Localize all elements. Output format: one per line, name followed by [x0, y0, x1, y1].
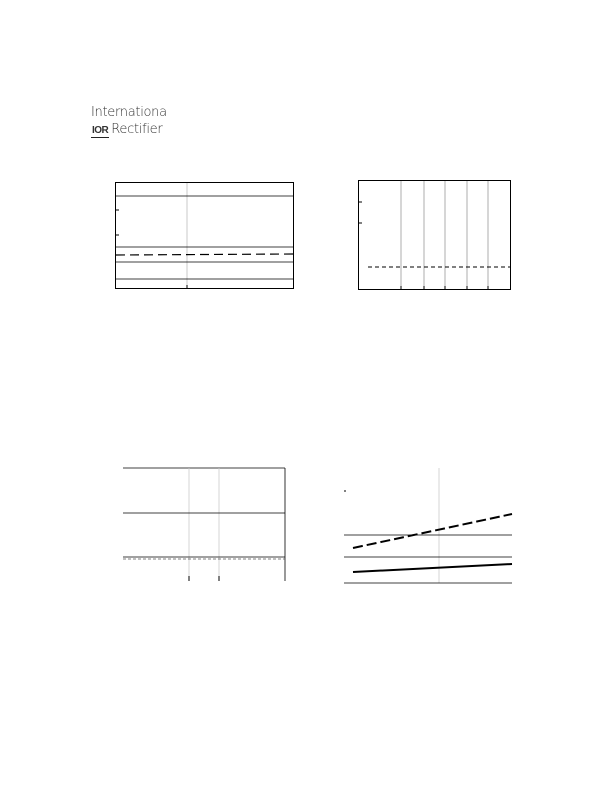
- company-name-line2: Rectifier: [111, 122, 163, 137]
- series-line-dashed: [116, 254, 293, 255]
- chart-top-right: [358, 180, 512, 291]
- series-line-solid: [353, 564, 512, 572]
- company-name-line1: Internationa: [91, 105, 167, 120]
- series-line-dashed: [353, 514, 512, 548]
- chart-bottom-right: [343, 467, 513, 585]
- ior-logo-mark: IOR: [92, 125, 109, 136]
- chart-top-left: [115, 182, 295, 290]
- company-logo: [91, 105, 167, 138]
- chart-bottom-left: [122, 467, 286, 582]
- plot-frame: [116, 183, 294, 289]
